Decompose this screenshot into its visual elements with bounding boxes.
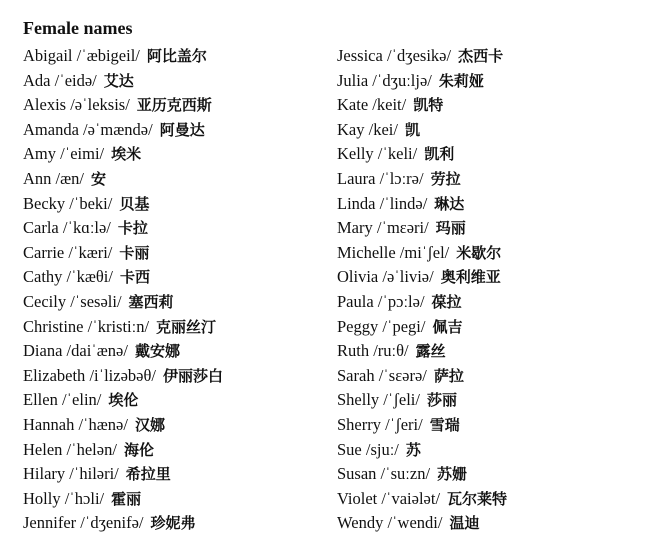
- chinese-name: 埃伦: [108, 391, 139, 410]
- chinese-name: 苏: [405, 440, 421, 459]
- pronunciation: /ˈhɔli/: [64, 488, 105, 508]
- chinese-name: 贝基: [119, 194, 150, 213]
- pronunciation: /ruːθ/: [373, 341, 409, 361]
- chinese-name: 海伦: [123, 440, 154, 459]
- chinese-name: 卡丽: [119, 243, 150, 262]
- english-name: Sue: [337, 439, 362, 459]
- english-name: Hannah: [23, 414, 75, 434]
- name-entry: [337, 265, 507, 290]
- name-entry: [23, 290, 223, 315]
- pronunciation: /ˈpɔːlə/: [377, 291, 425, 311]
- pronunciation: /ˈkæri/: [68, 242, 113, 262]
- name-entry: [23, 241, 223, 266]
- english-name: Becky: [23, 193, 66, 213]
- chinese-name: 凯利: [424, 145, 455, 164]
- english-name: Violet: [337, 488, 378, 508]
- english-name: Christine: [23, 316, 84, 336]
- english-name: Elizabeth: [23, 365, 86, 385]
- english-name: Amy: [23, 144, 56, 164]
- english-name: Ellen: [23, 390, 58, 410]
- names-column-left: [23, 44, 223, 536]
- pronunciation: /ˈʃeri/: [385, 414, 423, 434]
- name-entry: [337, 413, 507, 438]
- chinese-name: 埃米: [111, 145, 142, 164]
- name-entry: [23, 364, 223, 389]
- name-entry: [337, 388, 507, 413]
- pronunciation: /ˈhelən/: [66, 439, 117, 459]
- english-name: Olivia: [337, 267, 379, 287]
- english-name: Linda: [337, 193, 376, 213]
- name-entry: [23, 265, 223, 290]
- chinese-name: 汉娜: [134, 415, 165, 434]
- name-entry: [337, 93, 507, 118]
- english-name: Carrie: [23, 242, 65, 262]
- english-name: Ann: [23, 168, 52, 188]
- chinese-name: 卡西: [119, 268, 150, 287]
- chinese-name: 莎丽: [426, 391, 457, 410]
- english-name: Kate: [337, 95, 369, 115]
- english-name: Ada: [23, 70, 51, 90]
- name-entry: [23, 339, 223, 364]
- chinese-name: 佩吉: [432, 317, 463, 336]
- chinese-name: 安: [90, 169, 106, 188]
- name-entry: [337, 44, 507, 69]
- name-entry: [23, 142, 223, 167]
- name-entry: [337, 216, 507, 241]
- name-entry: [23, 69, 223, 94]
- name-entry: [23, 413, 223, 438]
- chinese-name: 克丽丝汀: [156, 317, 217, 336]
- english-name: Shelly: [337, 390, 380, 410]
- chinese-name: 瓦尔莱特: [447, 489, 508, 508]
- english-name: Michelle: [337, 242, 396, 262]
- pronunciation: /sjuː/: [365, 439, 399, 459]
- chinese-name: 珍妮弗: [150, 514, 196, 533]
- english-name: Peggy: [337, 316, 379, 336]
- chinese-name: 米歇尔: [456, 243, 502, 262]
- name-entry: [337, 487, 507, 512]
- chinese-name: 凯: [404, 120, 420, 139]
- name-entry: [337, 167, 507, 192]
- pronunciation: /ˈkæθi/: [66, 267, 113, 287]
- english-name: Abigail: [23, 46, 73, 65]
- english-name: Laura: [337, 168, 376, 188]
- name-entry: [23, 438, 223, 463]
- pronunciation: /æn/: [55, 168, 84, 188]
- pronunciation: /ˈsεərə/: [378, 365, 427, 385]
- english-name: Kelly: [337, 144, 374, 164]
- names-column-right: [337, 44, 507, 536]
- english-name: Ruth: [337, 341, 370, 361]
- english-name: Jennifer: [23, 513, 77, 533]
- pronunciation: /əˈliviə/: [382, 267, 434, 287]
- english-name: Cecily: [23, 291, 67, 311]
- pronunciation: /ˈlində/: [379, 193, 428, 213]
- pronunciation: /ˈhænə/: [78, 414, 128, 434]
- pronunciation: /ˈkeli/: [377, 144, 418, 164]
- pronunciation: /ˈpegi/: [382, 316, 426, 336]
- name-entry: [337, 339, 507, 364]
- name-entry: [337, 364, 507, 389]
- pronunciation: /ˈsesəli/: [70, 291, 122, 311]
- english-name: Kay: [337, 119, 365, 139]
- section-heading: Female names: [23, 18, 133, 38]
- chinese-name: 玛丽: [435, 219, 466, 238]
- english-name: Hilary: [23, 464, 66, 484]
- chinese-name: 奥利维亚: [440, 268, 501, 287]
- chinese-name: 希拉里: [125, 465, 171, 484]
- pronunciation: /ˈæbigeil/: [76, 46, 140, 65]
- english-name: Alexis: [23, 95, 67, 115]
- name-entry: [23, 511, 223, 536]
- pronunciation: /ˈmεəri/: [376, 218, 429, 238]
- name-entry: [23, 315, 223, 340]
- pronunciation: /ˈbeki/: [69, 193, 113, 213]
- pronunciation: /ˈhiləri/: [69, 464, 119, 484]
- chinese-name: 戴安娜: [134, 342, 180, 361]
- name-entry: [23, 216, 223, 241]
- english-name: Helen: [23, 439, 63, 459]
- pronunciation: /ˈdʒenifə/: [80, 513, 144, 533]
- chinese-name: 劳拉: [430, 169, 461, 188]
- pronunciation: /keit/: [372, 95, 407, 115]
- name-entry: [337, 290, 507, 315]
- chinese-name: 雪瑞: [429, 415, 460, 434]
- pronunciation: /ˈeidə/: [54, 70, 97, 90]
- name-entry: [337, 118, 507, 143]
- name-entry: [337, 462, 507, 487]
- chinese-name: 塞西莉: [128, 292, 174, 311]
- chinese-name: 阿曼达: [159, 120, 205, 139]
- name-entry: [23, 487, 223, 512]
- name-entry: [23, 192, 223, 217]
- pronunciation: /ˈwendi/: [387, 513, 443, 533]
- english-name: Paula: [337, 291, 374, 311]
- pronunciation: /əˈleksis/: [70, 95, 130, 115]
- chinese-name: 阿比盖尔: [146, 47, 207, 65]
- chinese-name: 杰西卡: [458, 47, 504, 65]
- english-name: Carla: [23, 218, 59, 238]
- pronunciation: /ˈelin/: [61, 390, 102, 410]
- chinese-name: 萨拉: [433, 366, 464, 385]
- pronunciation: /ˈsuːzn/: [380, 464, 431, 484]
- pronunciation: /ˈeimi/: [60, 144, 105, 164]
- pronunciation: /ˈdʒesikə/: [386, 46, 452, 65]
- english-name: Jessica: [337, 46, 383, 65]
- english-name: Holly: [23, 488, 61, 508]
- english-name: Amanda: [23, 119, 79, 139]
- english-name: Diana: [23, 341, 63, 361]
- name-entry: [23, 462, 223, 487]
- chinese-name: 温迪: [449, 514, 480, 533]
- name-entry: [337, 142, 507, 167]
- pronunciation: /ˈdʒuːljə/: [372, 70, 432, 90]
- name-entry: [337, 511, 507, 536]
- name-entry: [23, 93, 223, 118]
- pronunciation: /ˈkɑːlə/: [62, 218, 111, 238]
- chinese-name: 艾达: [103, 71, 134, 90]
- english-name: Julia: [337, 70, 369, 90]
- name-entry: [23, 44, 223, 69]
- english-name: Susan: [337, 464, 377, 484]
- pronunciation: /ˈlɔːrə/: [379, 168, 424, 188]
- name-entry: [337, 315, 507, 340]
- chinese-name: 苏姗: [437, 465, 468, 484]
- name-entry: [337, 241, 507, 266]
- chinese-name: 伊丽莎白: [162, 366, 223, 385]
- name-entry: [23, 118, 223, 143]
- chinese-name: 霍丽: [111, 489, 142, 508]
- chinese-name: 凯特: [413, 96, 444, 115]
- chinese-name: 葆拉: [431, 292, 462, 311]
- pronunciation: /ˈkristiːn/: [87, 316, 150, 336]
- pronunciation: /daiˈænə/: [66, 341, 128, 361]
- chinese-name: 亚历克西斯: [136, 96, 212, 115]
- pronunciation: /ˈʃeli/: [383, 390, 420, 410]
- chinese-name: 卡拉: [117, 219, 148, 238]
- name-entry: [337, 438, 507, 463]
- chinese-name: 朱莉娅: [438, 71, 484, 90]
- english-name: Cathy: [23, 267, 63, 287]
- english-name: Mary: [337, 218, 373, 238]
- pronunciation: /əˈmændə/: [83, 119, 153, 139]
- english-name: Sherry: [337, 414, 381, 434]
- chinese-name: 露丝: [415, 342, 446, 361]
- pronunciation: /iˈlizəbəθ/: [89, 365, 156, 385]
- english-name: Wendy: [337, 513, 384, 533]
- name-entry: [23, 167, 223, 192]
- english-name: Sarah: [337, 365, 375, 385]
- name-entry: [23, 388, 223, 413]
- pronunciation: /kei/: [368, 119, 398, 139]
- name-entry: [337, 192, 507, 217]
- pronunciation: /ˈvaiələt/: [381, 488, 441, 508]
- pronunciation: /miˈʃel/: [399, 242, 450, 262]
- chinese-name: 琳达: [434, 194, 465, 213]
- name-entry: [337, 69, 507, 94]
